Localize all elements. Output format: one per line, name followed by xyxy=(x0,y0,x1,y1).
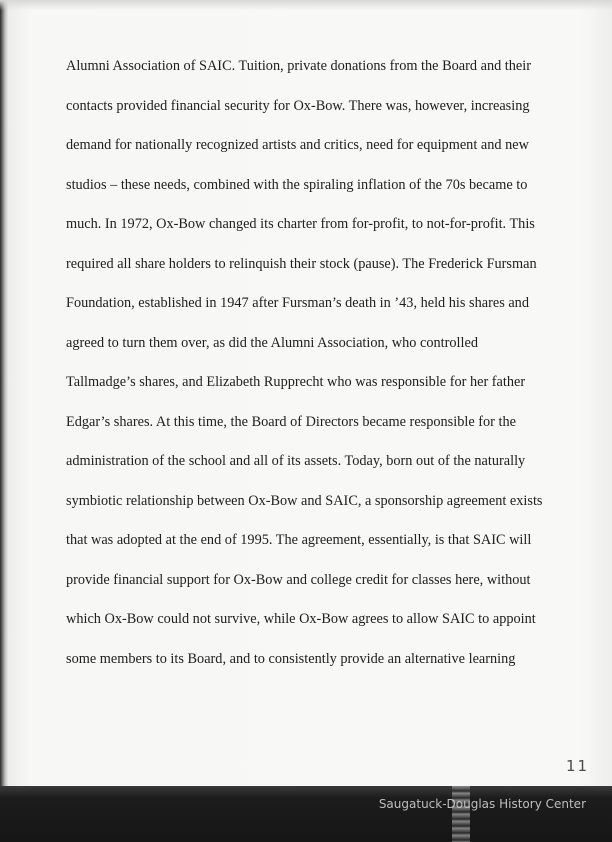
text-line: demand for nationally recognized artists and critics, need for equipment and new xyxy=(66,137,529,153)
text-line: Foundation, established in 1947 after Fursman’s death in ’43, held his shares and xyxy=(66,295,529,311)
text-line: Edgar’s shares. At this time, the Board of Directors became responsible for the xyxy=(66,413,516,430)
text-line: agreed to turn them over, as did the Alumni Association, who controlled xyxy=(66,334,478,351)
text-line: Alumni Association of SAIC. Tuition, private donations from the Board and their xyxy=(66,58,532,74)
text-line: which Ox-Bow could not survive, while Ox-Bow agrees to allow SAIC to appoint xyxy=(66,611,536,627)
scan-left-edge xyxy=(0,0,8,842)
text-line: some members to its Board, and to consistently provide an alternative learning xyxy=(66,650,516,667)
text-line: administration of the school and all of its assets. Today, born out of the naturally xyxy=(66,453,526,469)
text-line: required all share holders to relinquish their stock (pause). The Frederick Fursman xyxy=(66,255,537,272)
page-number: 11 xyxy=(566,757,590,775)
text-line: studios – these needs, combined with the spiraling inflation of the 70s became to xyxy=(66,176,528,193)
text-line: that was adopted at the end of 1995. The agreement, essentially, is that SAIC will xyxy=(66,532,532,548)
text-line: provide financial support for Ox-Bow and college credit for classes here, without xyxy=(66,571,531,588)
text-line: much. In 1972, Ox-Bow changed its charter from for-profit, to not-for-profit. This xyxy=(66,216,535,232)
text-line: contacts provided financial security for Ox-Bow. There was, however, increasing xyxy=(66,97,530,114)
text-line: symbiotic relationship between Ox-Bow and SAIC, a sponsorship agreement exists xyxy=(66,492,543,509)
scan-top-edge xyxy=(0,0,612,10)
watermark: Saugatuck-Douglas History Center xyxy=(378,797,586,811)
spiral-binding xyxy=(452,786,470,842)
scan-bottom-band xyxy=(0,786,612,842)
text-line: Tallmadge’s shares, and Elizabeth Rupprecht who was responsible for her father xyxy=(66,374,526,390)
